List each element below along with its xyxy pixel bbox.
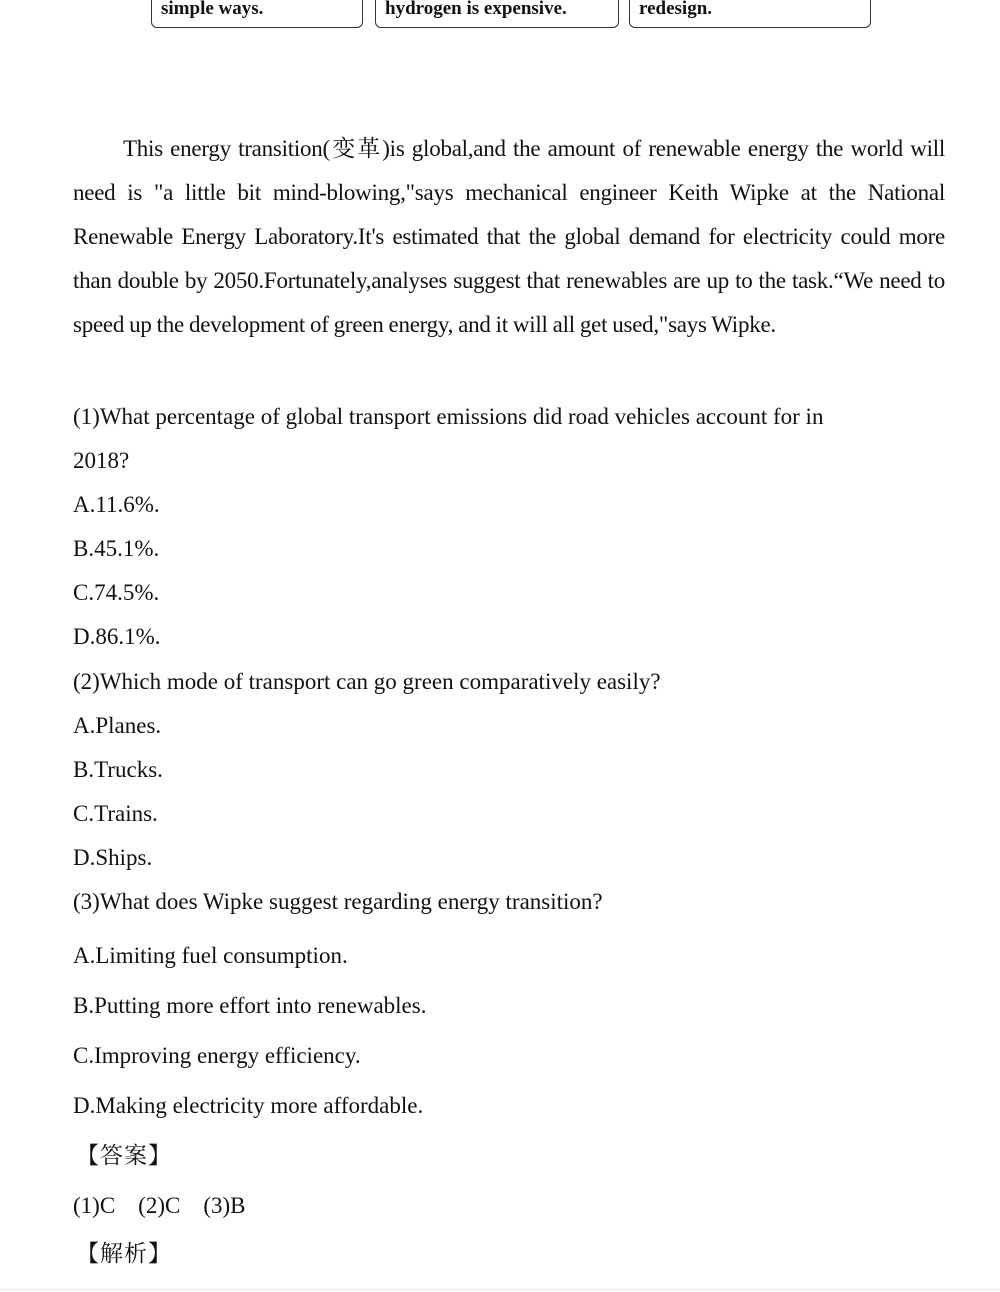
answer-key: (1)C (2)C (3)B <box>73 1193 246 1218</box>
question-1-option-c: C.74.5%. <box>73 580 160 605</box>
option-box-text: hydrogen is expensive. <box>385 0 567 19</box>
question-3-option-c: C.Improving energy efficiency. <box>73 1043 361 1068</box>
question-1-option-d: D.86.1%. <box>73 624 161 649</box>
analysis-heading: 【解析】 <box>76 1241 172 1266</box>
question-3-stem: (3)What does Wipke suggest regarding energy transition? <box>73 889 603 914</box>
question-1-stem-cont: 2018? <box>73 448 130 473</box>
question-2-option-b: B.Trucks. <box>73 757 163 782</box>
option-box-text: simple ways. <box>161 0 264 19</box>
option-box-1 <box>151 0 363 28</box>
page-bottom-rule <box>0 1289 1000 1290</box>
question-2-option-a: A.Planes. <box>73 713 162 738</box>
option-box-2 <box>375 0 619 28</box>
question-3-option-d: D.Making electricity more affordable. <box>73 1093 424 1118</box>
question-2-stem: (2)Which mode of transport can go green comparatively easily? <box>73 669 661 694</box>
option-box-3 <box>629 0 871 28</box>
question-2-option-d: D.Ships. <box>73 845 153 870</box>
question-1-option-a: A.11.6%. <box>73 492 160 517</box>
option-box-text: redesign. <box>639 0 713 19</box>
question-1-stem: (1)What percentage of global transport emissions did road vehicles account for in <box>73 404 824 429</box>
passage-paragraph: This energy transition(变革)is global,and the amount of renewable energy the world will need is "a little bit mind-blowing,"says mechanical engineer Keith Wipke at the National Renewable Energy Laboratory.It's estimated that the global demand for electricity could more than double by 2050.Fortunately,analyses suggest that renewables are up to the task.“We need to speed up the development of green energy, and it will all get used,"says Wipke. <box>73 136 945 337</box>
question-1-option-b: B.45.1%. <box>73 536 160 561</box>
question-2-option-c: C.Trains. <box>73 801 158 826</box>
answer-heading: 【答案】 <box>76 1143 172 1168</box>
question-3-option-a: A.Limiting fuel consumption. <box>73 943 348 968</box>
question-3-option-b: B.Putting more effort into renewables. <box>73 993 427 1018</box>
